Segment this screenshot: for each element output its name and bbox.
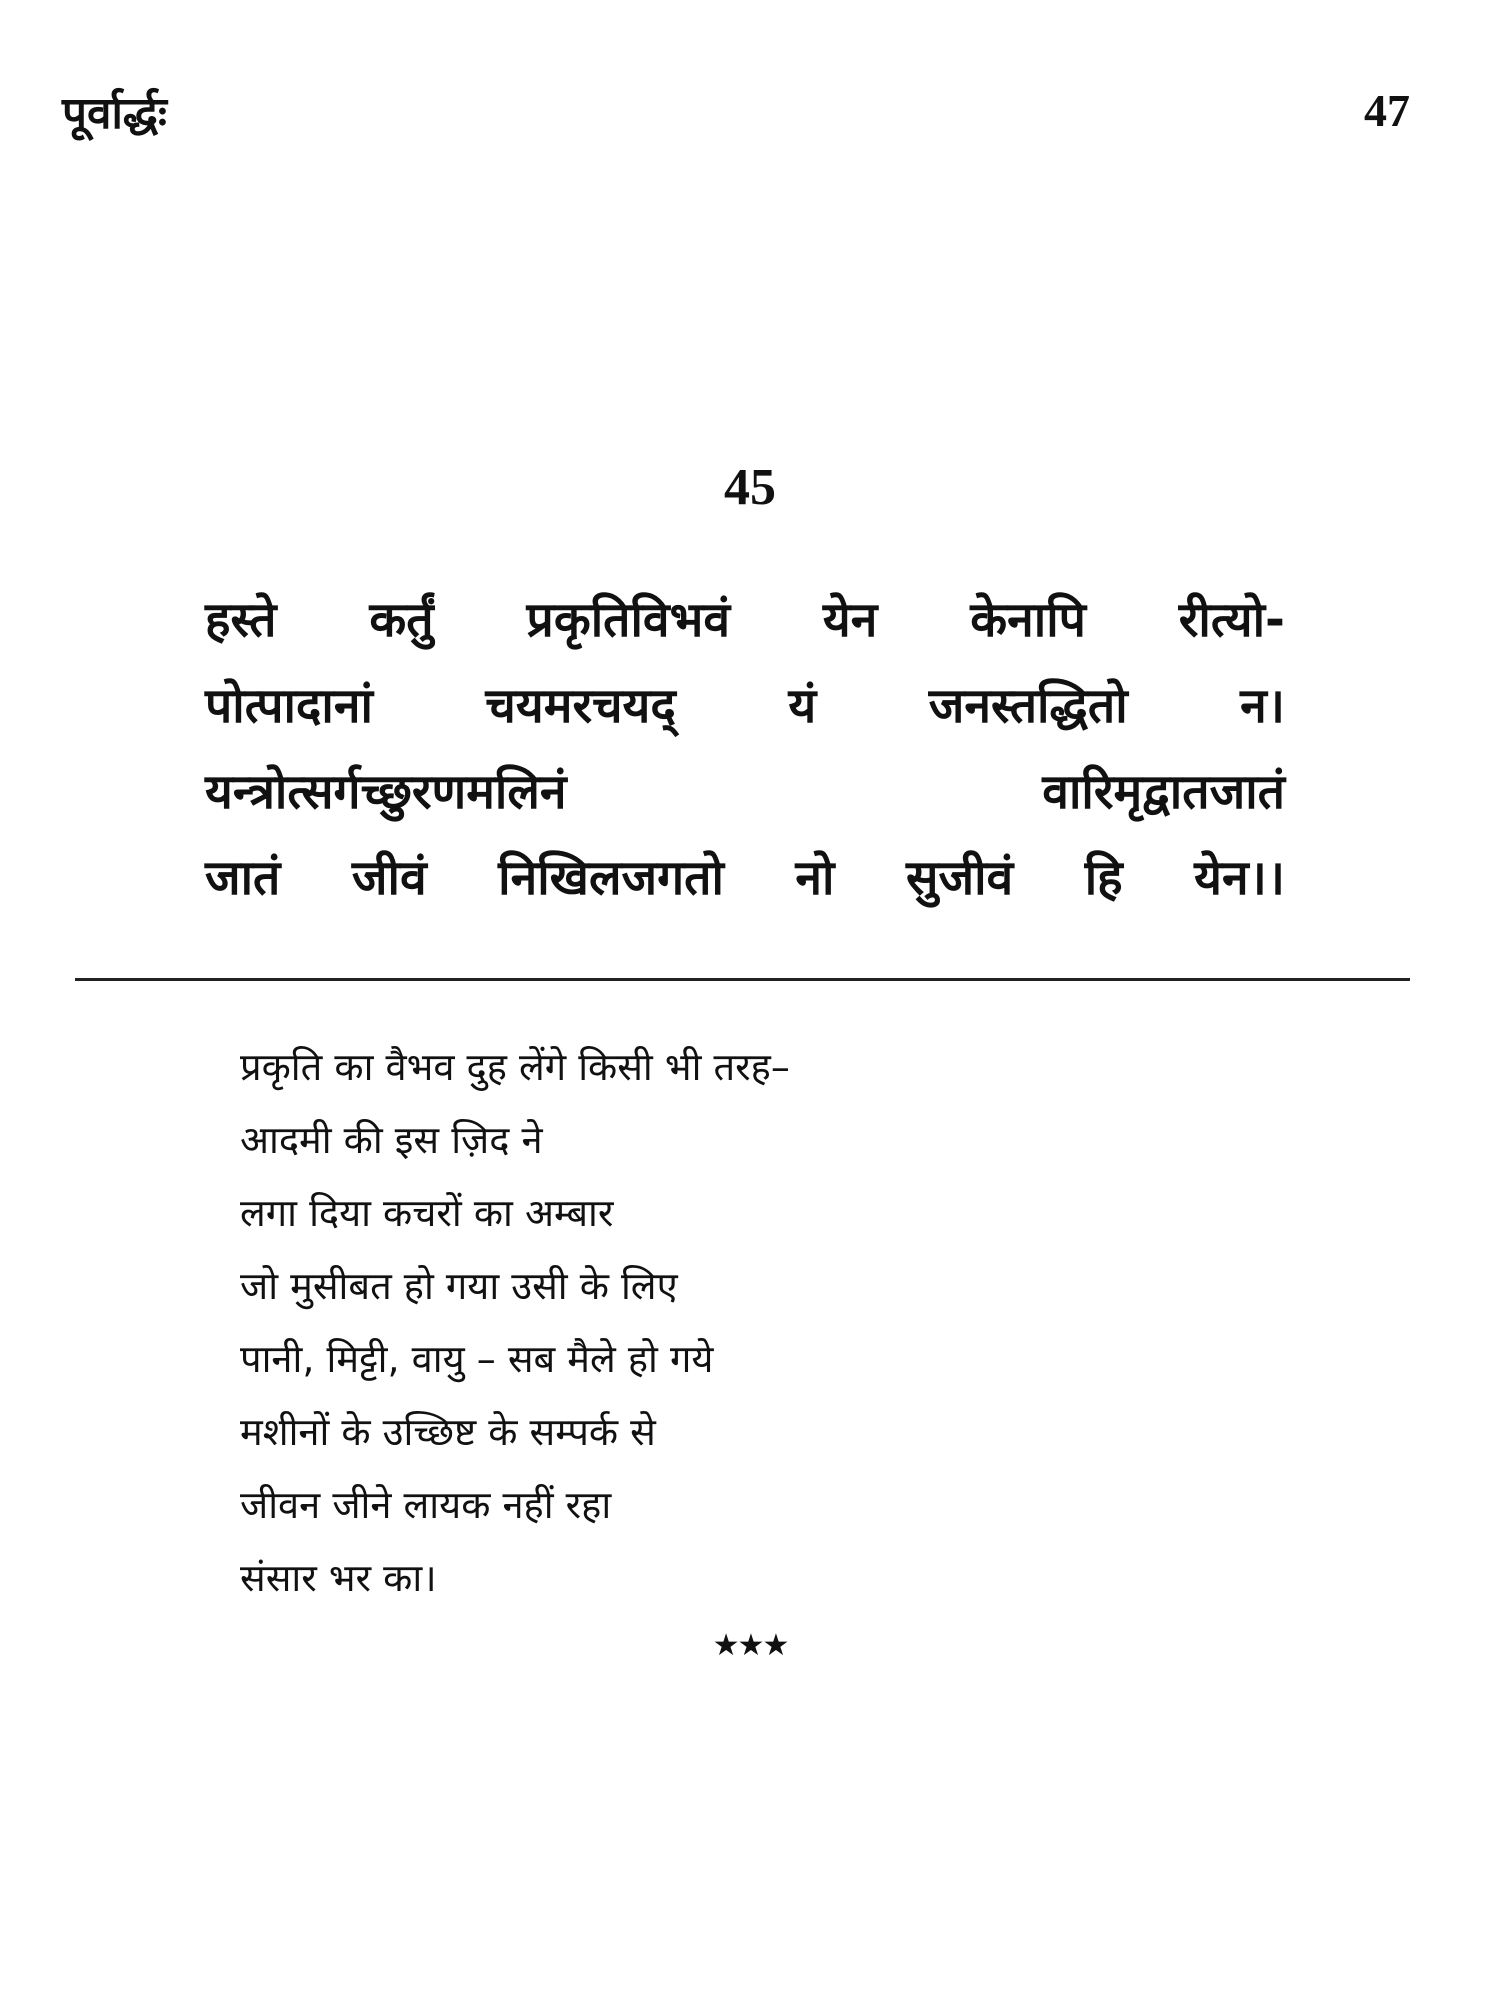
- translation-line: प्रकृति का वैभव दुह लेंगे किसी भी तरह–: [240, 1045, 790, 1089]
- verse-word: नो: [795, 850, 835, 906]
- verse-word: पोत्पादानां: [205, 678, 373, 734]
- verse-word: चयमरचयद्: [485, 678, 676, 734]
- verse-word: जीवं: [351, 850, 427, 906]
- verse-word: हि: [1084, 850, 1123, 906]
- sanskrit-verse: [205, 586, 1285, 930]
- verse-word: निखिलजगतो: [498, 850, 724, 906]
- verse-word: रीत्यो-: [1178, 592, 1285, 648]
- verse-word: सुजीवं: [906, 850, 1014, 906]
- verse-word: हस्ते: [205, 592, 277, 648]
- verse-word: यं: [788, 678, 817, 734]
- verse-word: न।: [1240, 678, 1285, 734]
- translation-line: मशीनों के उच्छिष्ट के सम्पर्क से: [240, 1410, 656, 1454]
- verse-number: 45: [724, 459, 776, 516]
- verse-line-4: [205, 844, 1285, 916]
- running-head: पूर्वार्द्धः: [62, 88, 167, 139]
- verse-word: कर्तुं: [369, 592, 434, 648]
- translation-line: लगा दिया कचरों का अम्बार: [240, 1191, 614, 1235]
- translation-line: आदमी की इस ज़िद ने: [240, 1118, 543, 1162]
- verse-word: यन्त्रोत्सर्गच्छुरणमलिनं: [205, 764, 567, 820]
- verse-word: वारिमृद्वातजातं: [1042, 764, 1285, 820]
- section-divider: [75, 978, 1410, 981]
- verse-word: येन।।: [1194, 850, 1285, 906]
- translation-line: संसार भर का।: [240, 1556, 437, 1600]
- star-ornament: ★★★: [712, 1628, 788, 1663]
- verse-word: जातं: [205, 850, 281, 906]
- verse-word: प्रकृतिविभवं: [526, 592, 731, 648]
- verse-word: जनस्तद्धितो: [928, 678, 1128, 734]
- verse-word: केनापि: [970, 592, 1086, 648]
- verse-line-1: [205, 586, 1285, 658]
- hindi-translation: [240, 1040, 790, 1624]
- translation-line: जीवन जीने लायक नहीं रहा: [240, 1483, 612, 1527]
- verse-line-3: [205, 758, 1285, 830]
- verse-line-2: [205, 672, 1285, 744]
- page-number: 47: [1364, 85, 1410, 136]
- translation-line: जो मुसीबत हो गया उसी के लिए: [240, 1264, 678, 1308]
- translation-line: पानी, मिट्टी, वायु – सब मैले हो गये: [240, 1337, 714, 1381]
- verse-word: येन: [822, 592, 878, 648]
